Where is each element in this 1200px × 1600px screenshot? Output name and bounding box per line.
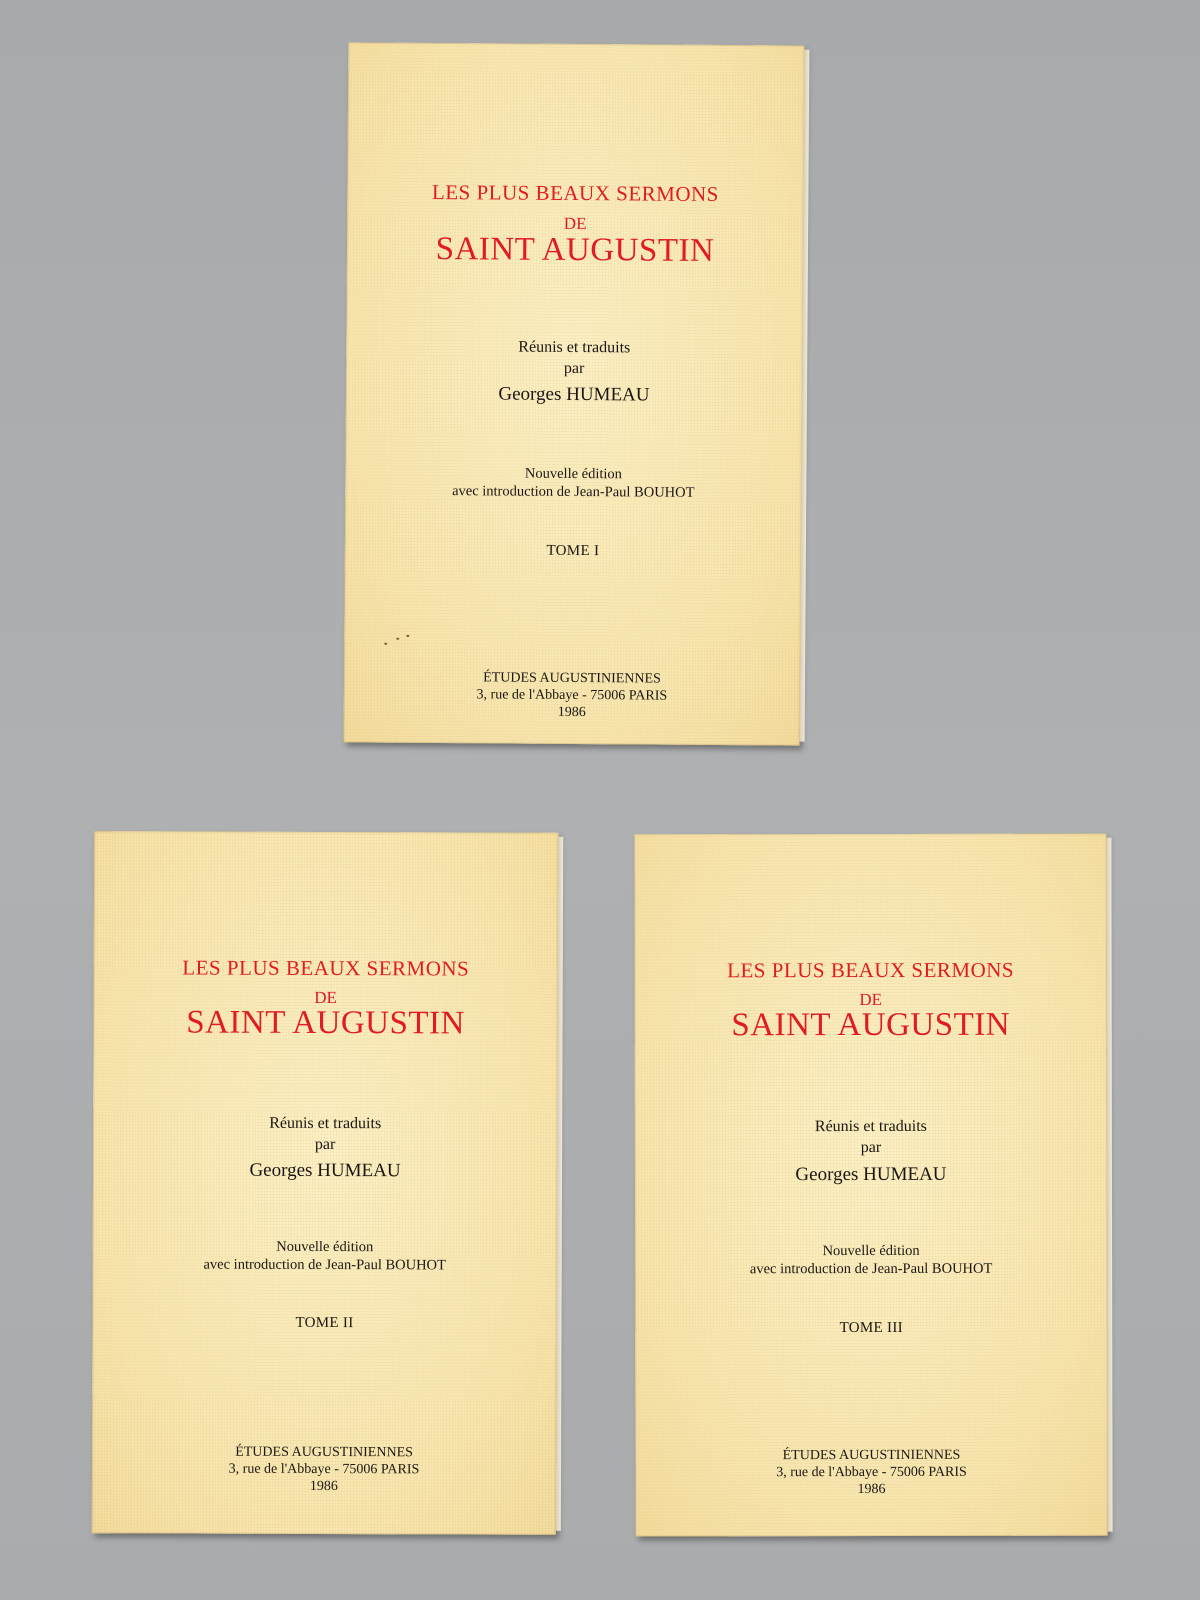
publisher-name: ÉTUDES AUGUSTINIENNES xyxy=(235,1444,413,1461)
title-connector: DE xyxy=(859,989,883,1010)
edition-line: Nouvelle édition xyxy=(276,1238,374,1256)
edition-block xyxy=(345,463,801,502)
credit-par: par xyxy=(860,1138,882,1157)
volume-label: TOME I xyxy=(546,542,600,560)
edition-line: Nouvelle édition xyxy=(524,465,623,483)
credit-line: Réunis et traduits xyxy=(814,1117,927,1136)
author-name: Georges HUMEAU xyxy=(249,1159,401,1182)
book-title: SAINT AUGUSTIN xyxy=(186,1004,465,1042)
credit-line: Réunis et traduits xyxy=(518,338,631,357)
credit-block xyxy=(346,335,802,380)
book-title: SAINT AUGUSTIN xyxy=(731,1006,1011,1044)
introduction-line: avec introduction de Jean-Paul BOUHOT xyxy=(203,1256,446,1274)
publisher-address: 3, rue de l'Abbaye - 75006 PARIS xyxy=(228,1461,420,1478)
book-cover-tome-1 xyxy=(344,42,805,745)
series-title: LES PLUS BEAUX SERMONS xyxy=(431,180,719,207)
publication-year: 1986 xyxy=(557,704,586,721)
book-title: SAINT AUGUSTIN xyxy=(435,231,715,269)
series-title: LES PLUS BEAUX SERMONS xyxy=(182,955,470,981)
edition-block xyxy=(93,1237,557,1275)
cover-stain xyxy=(396,638,399,640)
title-connector: DE xyxy=(314,987,338,1008)
publisher-block xyxy=(344,668,800,722)
publisher-name: ÉTUDES AUGUSTINIENNES xyxy=(483,670,661,687)
cover-stain xyxy=(384,643,387,645)
publisher-address: 3, rue de l'Abbaye - 75006 PARIS xyxy=(476,687,668,704)
credit-line: Réunis et traduits xyxy=(269,1114,382,1133)
publication-year: 1986 xyxy=(857,1481,886,1498)
volume-label: TOME III xyxy=(839,1319,903,1337)
edition-block xyxy=(635,1242,1107,1279)
series-title: LES PLUS BEAUX SERMONS xyxy=(727,957,1015,983)
publisher-block xyxy=(92,1443,556,1496)
credit-par: par xyxy=(314,1135,336,1154)
cover-stain xyxy=(406,635,409,637)
credit-block xyxy=(93,1112,557,1156)
title-connector: DE xyxy=(563,213,587,234)
volume-label: TOME II xyxy=(295,1314,354,1332)
book-cover-tome-3 xyxy=(634,834,1107,1537)
edition-line: Nouvelle édition xyxy=(822,1242,920,1260)
publisher-address: 3, rue de l'Abbaye - 75006 PARIS xyxy=(776,1464,967,1481)
book-cover-tome-2 xyxy=(92,831,558,1535)
author-name: Georges HUMEAU xyxy=(795,1163,947,1186)
credit-block xyxy=(635,1116,1107,1159)
introduction-line: avec introduction de Jean-Paul BOUHOT xyxy=(452,483,695,501)
introduction-line: avec introduction de Jean-Paul BOUHOT xyxy=(749,1260,993,1278)
publication-year: 1986 xyxy=(309,1478,338,1495)
publisher-block xyxy=(635,1447,1107,1499)
author-name: Georges HUMEAU xyxy=(498,383,650,406)
publisher-name: ÉTUDES AUGUSTINIENNES xyxy=(782,1447,961,1464)
credit-par: par xyxy=(563,359,585,378)
